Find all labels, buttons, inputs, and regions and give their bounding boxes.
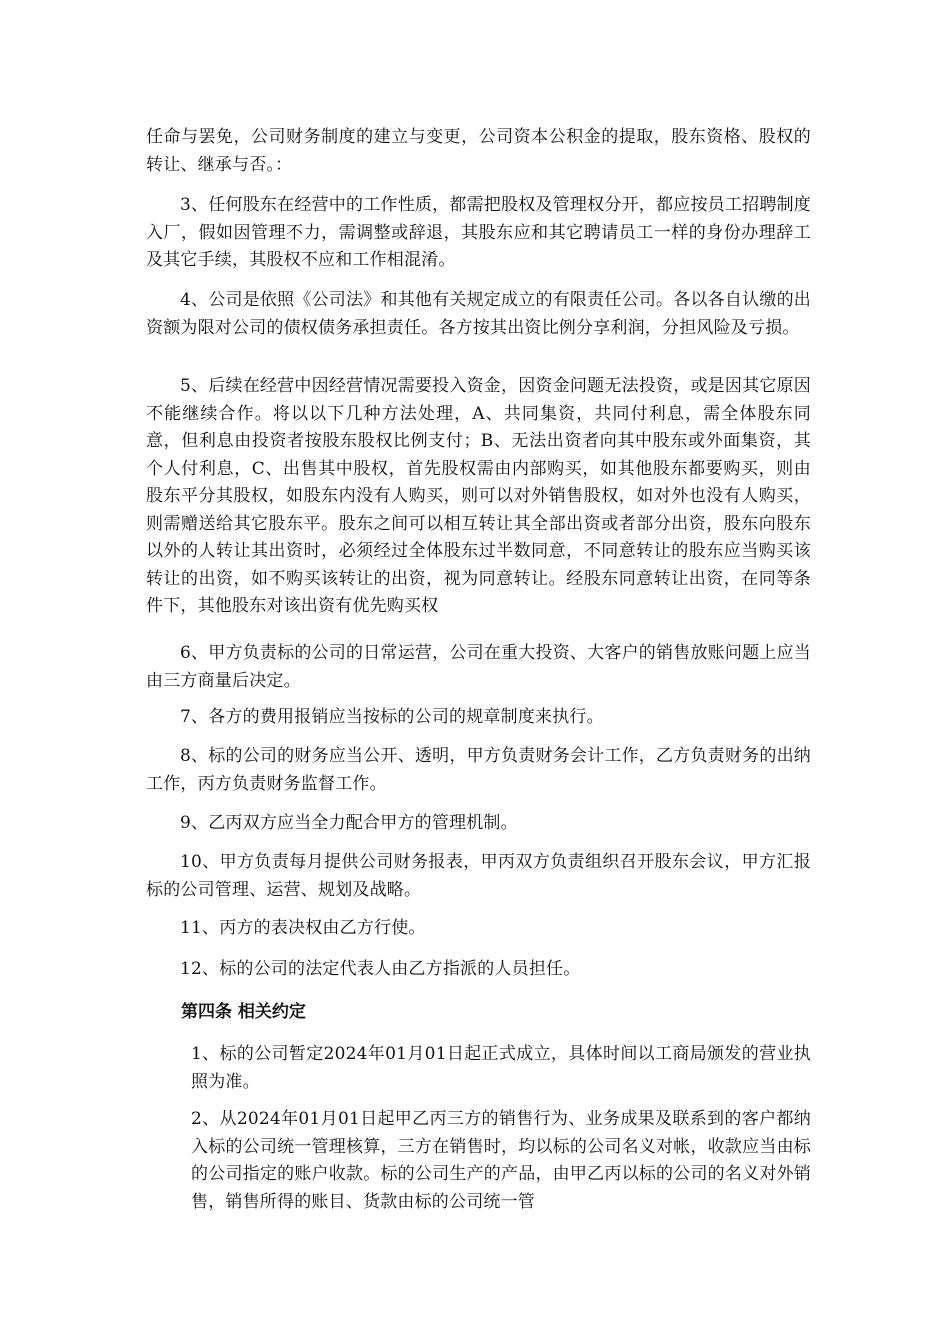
paragraph-clause-9: 9、乙丙双方应当全力配合甲方的管理机制。 — [180, 813, 518, 833]
section-item-2: 2、从2024年01月01日起甲乙丙三方的销售行为、业务成果及联系到的客户都纳入标的公司统一管理核算，三方在销售时，均以标的公司名义对帐，收款应当由标的公司指定的账户收款。标的公司生产的产品，由甲乙丙以标的公司的名义对外销售，销售所得的账目、货款由标的公司统一管 — [191, 1109, 811, 1212]
section-item-1: 1、标的公司暂定2024年01月01日起正式成立，具体时间以工商局颁发的营业执照为准。 — [191, 1044, 811, 1092]
section-heading: 第四条 相关约定 — [181, 1002, 306, 1022]
paragraph-clause-11: 11、丙方的表决权由乙方行使。 — [180, 918, 426, 938]
paragraph-clause-3: 3、任何股东在经营中的工作性质，都需把股权及管理权分开，都应按员工招聘制度入厂，假如因管理不力，需调整或辞退，其股东应和其它聘请员工一样的身份办理辞工及其它手续，其股权不应和工作相混淆。 — [146, 195, 811, 270]
paragraph-clause-6: 6、甲方负责标的公司的日常运营，公司在重大投资、大客户的销售放账问题上应当由三方商量后决定。 — [146, 643, 811, 691]
paragraph-continuation: 任命与罢免，公司财务制度的建立与变更，公司资本公积金的提取，股东资格、股权的转让、继承与否。： — [146, 127, 811, 175]
paragraph-clause-10: 10、甲方负责每月提供公司财务报表，甲丙双方负责组织召开股东会议，甲方汇报标的公司管理、运营、规划及战略。 — [146, 852, 811, 900]
paragraph-clause-7: 7、各方的费用报销应当按标的公司的规章制度来执行。 — [180, 707, 604, 727]
paragraph-clause-12: 12、标的公司的法定代表人由乙方指派的人员担任。 — [180, 959, 581, 979]
paragraph-clause-4: 4、公司是依照《公司法》和其他有关规定成立的有限责任公司。各以各自认缴的出资额为限对公司的债权债务承担责任。各方按其出资比例分享利润，分担风险及亏损。 — [146, 290, 811, 338]
paragraph-clause-8: 8、标的公司的财务应当公开、透明，甲方负责财务会计工作，乙方负责财务的出纳工作，丙方负责财务监督工作。 — [146, 746, 811, 794]
paragraph-clause-5: 5、后续在经营中因经营情况需要投入资金，因资金问题无法投资，或是因其它原因不能继续合作。将以以下几种方法处理，A、共同集资，共同付利息，需全体股东同意，但利息由投资者按股东股权比例支付；B、无法出资者向其中股东或外面集资，其个人付利息，C、出售其中股权，首先股权需由内部购买，如其他股东都要购买，则由股东平分其股权，如股东内没有人购买，则可以对外销售股权，如对外也没有人购买，则需赠送给其它股东平。股东之间可以相互转让其全部出资或者部分出资，股东向股东以外的人转让其出资时，必须经过全体股东过半数同意，不同意转让的股东应当购买该转让的出资，如不购买该转让的出资，视为同意转让。经股东同意转让出资，在同等条件下，其他股东对该出资有优先购买权 — [146, 376, 811, 616]
